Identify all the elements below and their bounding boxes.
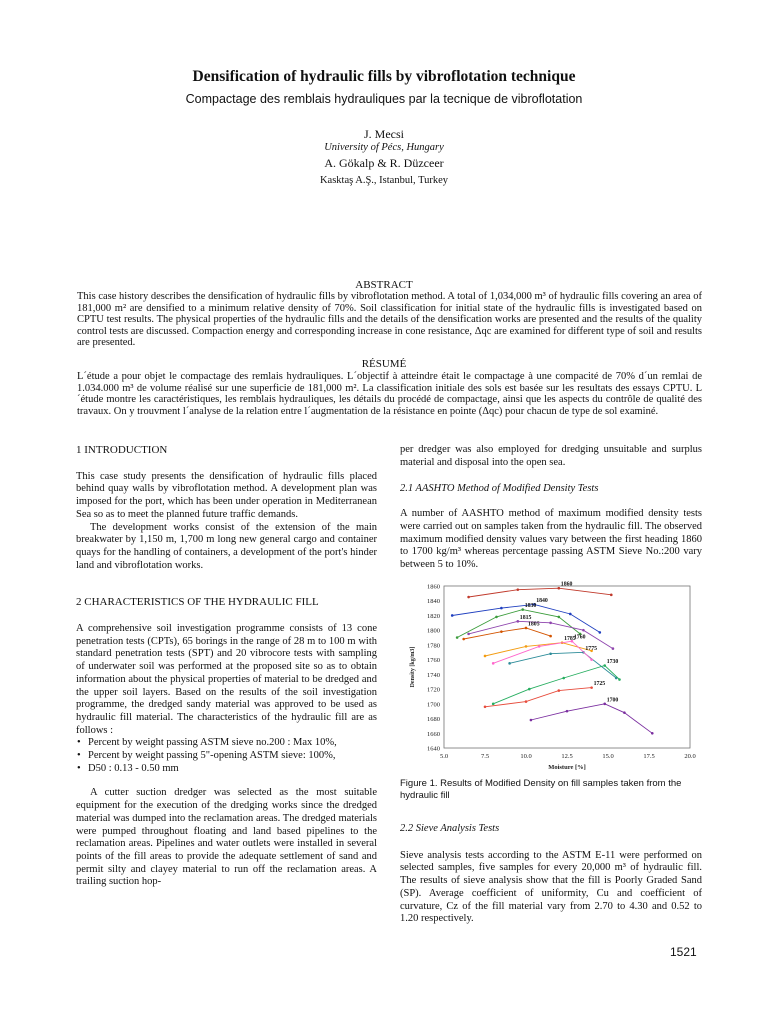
data-point <box>618 678 621 681</box>
y-tick-label: 1660 <box>427 730 440 738</box>
section-1-paragraph-2: The development works consist of the extension of the main breakwater by 1,150 m, 1,700 m long new general cargo and container quays for the handling of containers, a development of the port's hinder land and vibroflotation works. <box>76 521 377 571</box>
data-point <box>492 703 495 706</box>
data-point <box>467 596 470 599</box>
page-number: 1521 <box>670 945 697 959</box>
series-peak-label: 1775 <box>585 645 597 652</box>
y-tick-label: 1760 <box>427 657 440 665</box>
paper-subtitle: Compactage des remblais hydrauliques par la tecnique de vibroflotation <box>185 92 583 106</box>
left-column <box>76 444 377 889</box>
series-peak-label: 1860 <box>560 581 573 588</box>
section-2-heading: 2 CHARACTERISTICS OF THE HYDRAULIC FILL <box>76 596 319 609</box>
y-tick-label: 1740 <box>427 671 440 679</box>
series-peak-label: 1840 <box>536 597 548 604</box>
data-point <box>525 627 528 630</box>
section-2-2-paragraph: Sieve analysis tests according to the ASTM E-11 were performed on selected samples, five samples for every 20,000 m³ of hydraulic fill. The results of sieve analysis show that the fill is Poorly Graded Sand (SP). Average coefficient of uniformity, Cu and coefficient of curvature, Cz of the fill material vary from 2.70 to 4.30 and 0.52 to 1.20 respectively. <box>400 849 702 925</box>
y-tick-label: 1860 <box>427 583 440 591</box>
series-peak-label: 1725 <box>593 681 606 688</box>
series-peak-label: 1730 <box>606 659 619 666</box>
data-point <box>562 677 565 680</box>
data-point <box>558 587 561 590</box>
chart-axes <box>410 581 696 772</box>
plot-frame <box>444 586 690 748</box>
data-point <box>521 608 524 611</box>
data-point <box>549 622 552 625</box>
data-point <box>612 647 615 650</box>
author-2-name: A. Gökalp & R. Düzceer <box>324 156 444 170</box>
x-tick-label: 7.5 <box>480 753 490 760</box>
data-point <box>517 588 520 591</box>
series-peak-label: 1785 <box>564 636 576 643</box>
data-point <box>569 613 572 616</box>
y-axis-title: Density [kg/m3] <box>410 646 416 688</box>
data-point <box>467 633 470 636</box>
data-point <box>549 635 552 638</box>
right-column-bottom <box>400 823 702 926</box>
figure-1-caption: Figure 1. Results of Modified Density on fill samples taken from the hydraulic fill <box>400 778 682 801</box>
data-point <box>492 662 495 665</box>
x-tick-label: 10.0 <box>520 753 532 760</box>
section-2-2-heading: 2.2 Sieve Analysis Tests <box>400 823 500 834</box>
data-point <box>530 719 533 722</box>
author-1-name: J. Mecsi <box>364 127 404 141</box>
y-tick-label: 1700 <box>427 701 440 709</box>
data-point <box>517 620 520 623</box>
list-item: • D50 : 0.13 - 0.50 mm <box>76 763 377 776</box>
data-point <box>500 630 503 633</box>
data-point <box>484 705 487 708</box>
section-1-heading: 1 INTRODUCTION <box>76 444 168 456</box>
author-1-affiliation: University of Pécs, Hungary <box>324 142 444 153</box>
y-tick-label: 1800 <box>427 627 440 635</box>
data-point <box>590 686 593 689</box>
series-peak-label: 1815 <box>519 614 532 621</box>
abstract-text: This case history describes the densification of hydraulic fills by vibroflotation method. A total of 1,034,000 m³ of hydraulic fills covering an area of 181,000 m² are densified to a minimum relative density of 70%. Soil classification for initial state of the hydraulic fills is investigated based on CPTU test results. The physical properties of the hydraulic fills and the details of the densification works are presented and the results of the quality control tests are discussed. Compaction energy and corresponding increase in cone resistance, Δqc are examined for different type of soil and results are presented. <box>77 291 702 349</box>
data-point <box>484 655 487 658</box>
data-point <box>451 614 454 617</box>
data-point <box>558 616 561 619</box>
continued-paragraph: per dredger was also employed for dredging unsuitable and surplus material and disposal into the open sea. <box>400 444 702 468</box>
x-axis-title: Moisture [%] <box>548 764 586 771</box>
figure-1-chart <box>400 580 702 772</box>
x-tick-label: 15.0 <box>602 753 614 760</box>
list-item: • Percent by weight passing 5"-opening ASTM sieve: 100%, <box>76 750 377 763</box>
y-tick-label: 1640 <box>427 745 440 753</box>
y-tick-label: 1720 <box>427 686 440 694</box>
data-point <box>528 688 531 691</box>
list-item: • Percent by weight passing ASTM sieve no.200 : Max 10%, <box>76 737 377 750</box>
x-tick-label: 5.0 <box>439 753 449 760</box>
y-tick-label: 1680 <box>427 716 440 724</box>
right-column-top <box>400 444 702 572</box>
data-point <box>495 616 498 619</box>
data-point <box>538 645 541 648</box>
data-point <box>456 636 459 639</box>
data-point <box>508 662 511 665</box>
y-tick-label: 1820 <box>427 612 440 620</box>
x-tick-label: 17.5 <box>643 753 655 760</box>
data-point <box>566 710 569 713</box>
x-tick-label: 20.0 <box>684 753 696 760</box>
data-point <box>582 629 585 632</box>
data-point <box>651 732 654 735</box>
section-1-paragraph-1: This case study presents the densification of hydraulic fills placed behind quay walls by vibroflotation method. A development plan was imposed for the port, which has been under operation in Mediterranean Sea so as to meet the planned future traffic demands. <box>76 470 377 520</box>
data-point <box>599 631 602 634</box>
y-tick-label: 1840 <box>427 598 440 606</box>
series-peak-label: 1700 <box>606 697 619 704</box>
series-peak-label: 1760 <box>573 634 586 641</box>
section-2-paragraph-2: A cutter suction dredger was selected as the most suitable equipment for the execution of the dredging works since the dredged material was dumped into the reclamation areas. The dredged materials were pumped throughout floating and land based pipelines to the reclamation areas. Pipelines and water outlets were installed in several points of the fill areas to provide the adequate settlement of sand and permit silty and clayey material to run off the reclamation areas. A trailing suction hop- <box>76 787 377 888</box>
series-peak-label: 1805 <box>528 621 540 628</box>
data-point <box>603 664 606 667</box>
y-tick-label: 1780 <box>427 642 440 650</box>
resume-text: L´étude a pour objet le compactage des remlais hydrauliques. L´objectif à atteindre était le compactage à une compacité de 70% d´un remlai de 1.034.000 m³ de volume réalisé sur une superficie de 181,000 m². La classification initiale des sols est basée sur les resultats des essays CPTU. L´étude montre les caractéristiques, les remblais hydrauliques, les détails du procédé de compactage, ainsi que les aspects du contrôle de qualité des travaux. On y trouvment l´analyse de la relation entre l´augmentation de la résistance en pointe (Δqc) pour chacun de type de sol examiné. <box>77 371 702 417</box>
data-point <box>549 652 552 655</box>
data-point <box>558 689 561 692</box>
section-2-1-paragraph: A number of AASHTO method of maximum modified density tests were carried out on samples taken from the hydraulic fill. The observed maximum modified density values vary between the first heading 1860 to 1700 kg/m³ whereas percentage passing ASTM Sieve No.:200 vary between 5 to 10%. <box>400 508 702 570</box>
data-point <box>525 645 528 648</box>
x-tick-label: 12.5 <box>561 753 573 760</box>
data-point <box>610 594 613 597</box>
data-point <box>462 638 465 641</box>
author-2-affiliation: Kasktaş A.Ş., Istanbul, Turkey <box>319 175 449 186</box>
data-point <box>603 703 606 706</box>
resume-heading: RÉSUMÉ <box>361 358 407 370</box>
section-2-paragraph-1: A comprehensive soil investigation programme consists of 13 cone penetration tests (CPTs), 65 borings in the range of 28 m to 100 m with standard penetration tests (SPT) and 20 vibrocore tests with sampling of underwater soil was performed at the proposed site so as to obtain information about the physical properties of material to be dredged and the upper soil layers. Based on the results of the soil investigation programme, the dredged sandy material was approved to be used as hydraulic fill material. The characteristics of the hydraulic fill are as follows : <box>76 623 377 736</box>
section-2-1-heading: 2.1 AASHTO Method of Modified Density Tests <box>400 483 599 495</box>
data-point <box>525 700 528 703</box>
abstract-heading: ABSTRACT <box>355 279 413 291</box>
data-point <box>590 658 593 661</box>
data-point <box>500 607 503 610</box>
paper-title: Densification of hydraulic fills by vibroflotation technique <box>192 68 576 85</box>
data-point <box>623 711 626 714</box>
fill-characteristics-list <box>76 737 377 775</box>
series-peak-label: 1830 <box>524 603 537 610</box>
